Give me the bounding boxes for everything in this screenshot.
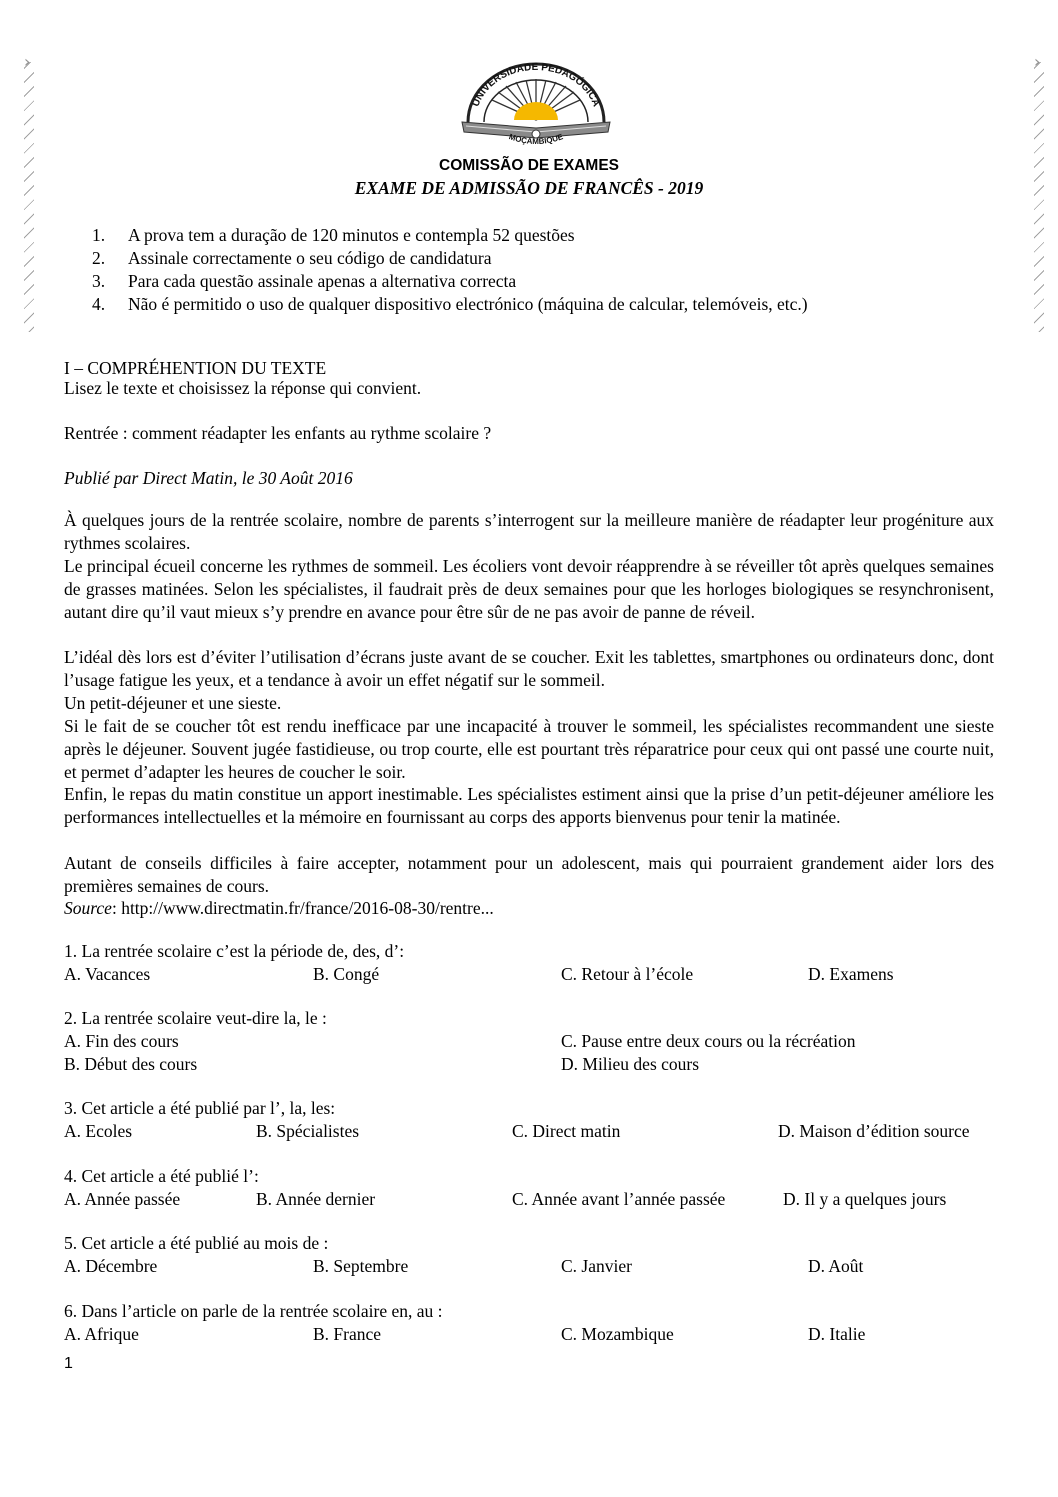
q1-option-c[interactable]: C. Retour à l’école	[561, 964, 694, 984]
q5-option-b[interactable]: B. Septembre	[313, 1256, 409, 1276]
rule-text: Assinale correctamente o seu código de candidatura	[128, 248, 492, 268]
q3-option-c[interactable]: C. Direct matin	[512, 1121, 621, 1141]
q4-option-c[interactable]: C. Année avant l’année passée	[512, 1189, 726, 1209]
article-paragraph: Autant de conseils difficiles à faire accepter, notamment pour un adolescent, mais qui pourraient grandement aider lors des premières semaines de cours.	[64, 853, 994, 897]
q2-option-a[interactable]: A. Fin des cours	[64, 1031, 179, 1051]
rule-item	[92, 247, 808, 270]
article-subheading: Un petit-déjeuner et une sieste.	[64, 693, 282, 713]
q3-option-d[interactable]: D. Maison d’édition source	[778, 1121, 970, 1141]
q6-option-a[interactable]: A. Afrique	[64, 1324, 139, 1344]
q4-option-b[interactable]: B. Année dernier	[256, 1189, 376, 1209]
q6-option-d[interactable]: D. Italie	[808, 1324, 866, 1344]
rule-item	[92, 293, 808, 316]
q3-option-b[interactable]: B. Spécialistes	[256, 1121, 360, 1141]
question-3: 3. Cet article a été publié par l’, la, les:	[64, 1098, 336, 1118]
q2-option-c[interactable]: C. Pause entre deux cours ou la récréation	[561, 1031, 856, 1051]
rule-item	[92, 224, 808, 247]
section-instruction: Lisez le texte et choisissez la réponse qui convient.	[64, 378, 422, 398]
commission-heading: COMISSÃO DE EXAMES	[439, 157, 619, 174]
article-source	[64, 897, 994, 920]
rule-text: Não é permitido o uso de qualquer dispositivo electrónico (máquina de calcular, telemóveis, etc.)	[128, 294, 808, 314]
article-paragraph: Enfin, le repas du matin constitue un apport inestimable. Les spécialistes estiment ainsi que la prise d’un petit-déjeuner améliore les performances intellectuelles et la mémoire en fournissant au corps des apports bienvenus pour tenir la matinée.	[64, 784, 994, 828]
article-paragraph: Si le fait de se coucher tôt est rendu inefficace par une incapacité à trouver le sommeil, les spécialistes recommandent une sieste après le déjeuner. Souvent jugée fastidieuse, ou trop courte, elle est pourtant très réparatrice pour ceux qui ont passé une courte nuit, et permet d’adapter les heures de coucher le soir.	[64, 716, 994, 783]
q5-option-a[interactable]: A. Décembre	[64, 1256, 158, 1276]
q6-option-b[interactable]: B. France	[313, 1324, 382, 1344]
q5-option-d[interactable]: D. Août	[808, 1256, 864, 1276]
exam-title: EXAME DE ADMISSÃO DE FRANCÊS - 2019	[354, 178, 704, 198]
q2-option-d[interactable]: D. Milieu des cours	[561, 1054, 700, 1074]
q4-option-a[interactable]: A. Année passée	[64, 1189, 181, 1209]
svg-text:UNIVERSIDADE PEDAGÓGICA: UNIVERSIDADE PEDAGÓGICA	[470, 62, 602, 109]
rule-number: 4.	[92, 294, 106, 314]
page-number: 1	[64, 1355, 73, 1372]
article-paragraph: À quelques jours de la rentrée scolaire, nombre de parents s’interrogent sur la meilleure manière de réadapter leur progéniture aux rythmes scolaires.	[64, 510, 994, 554]
question-1: 1. La rentrée scolaire c’est la période de, des, d’:	[64, 941, 405, 961]
university-logo	[458, 62, 614, 154]
q6-option-c[interactable]: C. Mozambique	[561, 1324, 674, 1344]
article-paragraph: L’idéal dès lors est d’éviter l’utilisation d’écrans juste avant de se coucher. Exit les tablettes, smartphones ou ordinateurs donc, dont l’usage fatigue les yeux, et a tendance à avoir un effet négatif sur le sommeil.	[64, 647, 994, 691]
question-4: 4. Cet article a été publié l’:	[64, 1166, 259, 1186]
question-6: 6. Dans l’article on parle de la rentrée scolaire en, au :	[64, 1301, 443, 1321]
svg-text:MOÇAMBIQUE: MOÇAMBIQUE	[507, 132, 565, 147]
exam-rules-list	[92, 224, 808, 316]
q2-option-b[interactable]: B. Début des cours	[64, 1054, 198, 1074]
rule-number: 1.	[92, 225, 106, 245]
source-label: Source	[64, 898, 112, 918]
q1-option-b[interactable]: B. Congé	[313, 964, 380, 984]
article-title: Rentrée : comment réadapter les enfants au rythme scolaire ?	[64, 423, 492, 443]
rule-text: Para cada questão assinale apenas a alternativa correcta	[128, 271, 517, 291]
article-paragraph: Le principal écueil concerne les rythmes de sommeil. Les écoliers vont devoir réapprendre à se réveiller tôt après quelques semaines de grasses matinées. Selon les spécialistes, il faudrait près de deux semaines pour que les horloges biologiques se resynchronisent, autant dire qu’il vaut mieux s’y prendre en avance pour être sûr de ne pas avoir de panne de réveil.	[64, 556, 994, 623]
question-2: 2. La rentrée scolaire veut-dire la, le :	[64, 1008, 327, 1028]
q4-option-d[interactable]: D. Il y a quelques jours	[783, 1189, 947, 1209]
rule-number: 2.	[92, 248, 106, 268]
rule-item	[92, 270, 808, 293]
q1-option-d[interactable]: D. Examens	[808, 964, 894, 984]
section-title: I – COMPRÉHENTION DU TEXTE	[64, 358, 327, 378]
article-byline: Publié par Direct Matin, le 30 Août 2016	[64, 468, 353, 488]
question-5: 5. Cet article a été publié au mois de :	[64, 1233, 329, 1253]
q3-option-a[interactable]: A. Ecoles	[64, 1121, 133, 1141]
source-url: : http://www.directmatin.fr/france/2016-08-30/rentre...	[111, 898, 494, 918]
rule-number: 3.	[92, 271, 106, 291]
q5-option-c[interactable]: C. Janvier	[561, 1256, 632, 1276]
q1-option-a[interactable]: A. Vacances	[64, 964, 151, 984]
rule-text: A prova tem a duração de 120 minutos e contempla 52 questões	[128, 225, 575, 245]
